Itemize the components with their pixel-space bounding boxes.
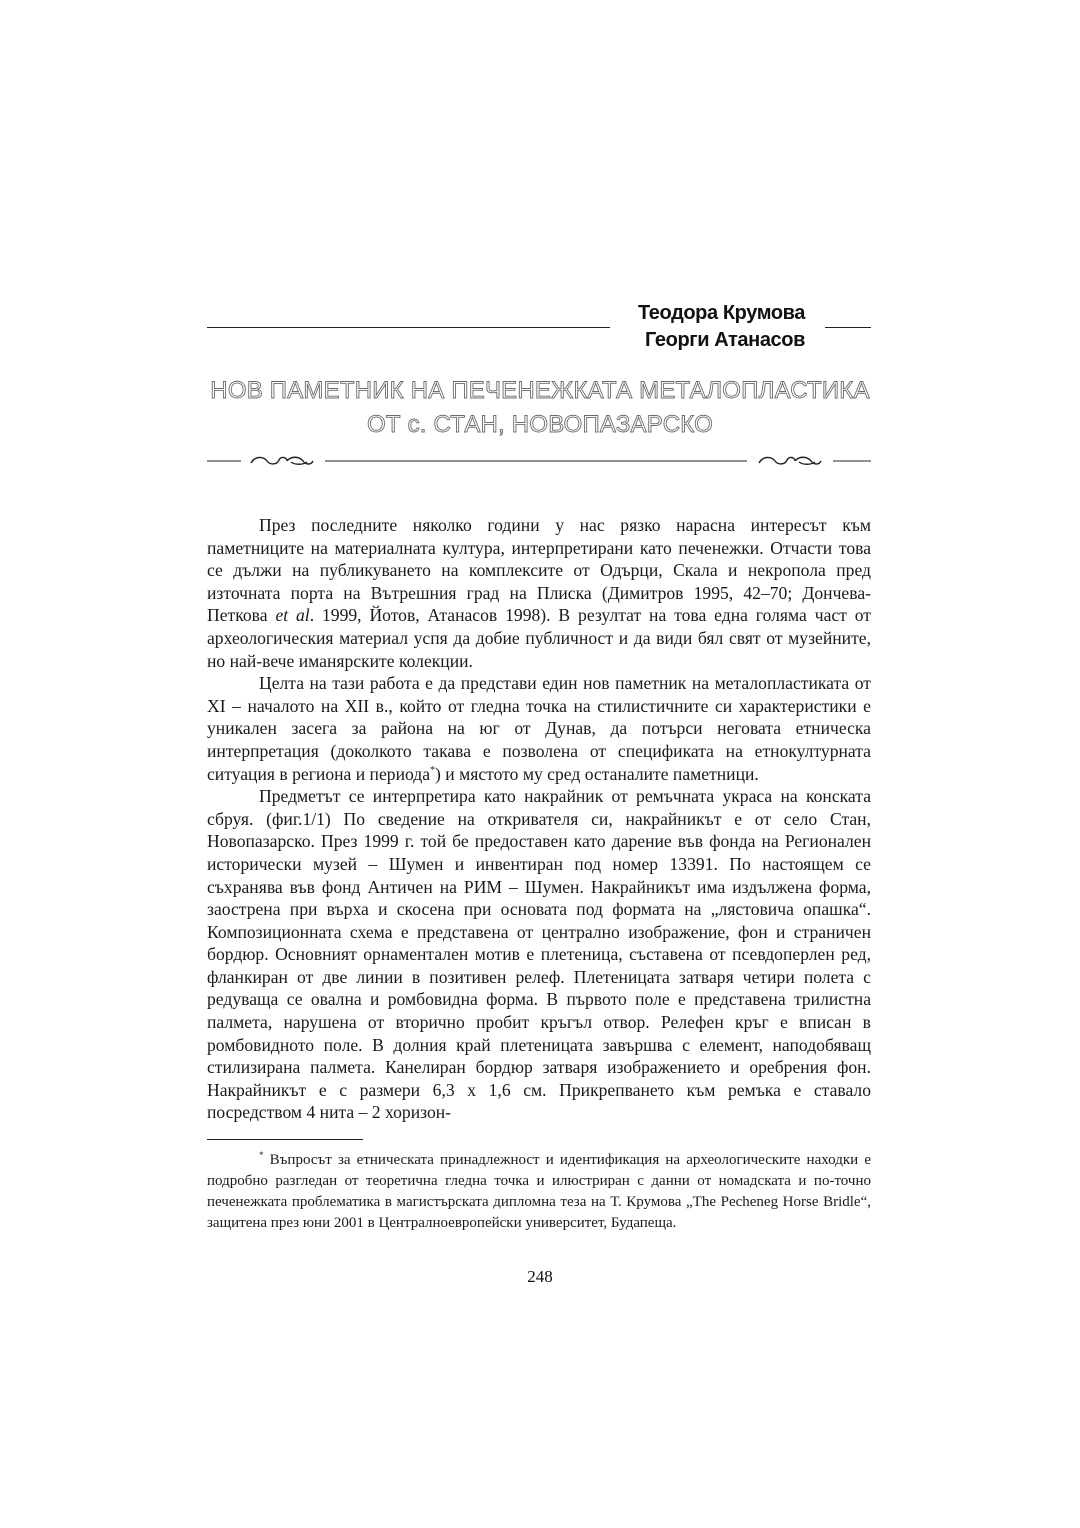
footnote-text: Въпросът за етническата принадлежност и идентификация на археологическите находки е подробно разгледан от теоретична гледна точка и илюстриран с данни от номадската и по-точно печенежката проблематика в магистърската дипломна теза на Т. Крумова „The Pecheneg Horse Bridle“, защитена през юни 2001 в Централноевропейски университет, Будапеща. [207, 1152, 871, 1231]
body-paragraph: Целта на тази работа е да представи един нов паметник на металопластиката от XI – началото на XII в., който от гледна точка на стилистичните си характеристики е уникален засега за района на юг от Дунав, да потърси неговата етническа интерпретация (доколкото такава е позволена от спецификата на етнокултурната ситуация в региона и периода*) и мястото му сред останалите паметници. [207, 673, 871, 784]
author-name: Теодора Крумова [637, 302, 805, 324]
header-rule-right [825, 327, 871, 328]
author-name: Георги Атанасов [645, 329, 805, 351]
page-number: 248 [527, 1267, 553, 1286]
footnote-rule [207, 1139, 363, 1140]
article-body [207, 514, 871, 1124]
title-ornament-divider [207, 453, 871, 469]
header-rule-left [207, 327, 610, 328]
article-title [190, 374, 890, 442]
flourish-ornament-icon [207, 453, 871, 469]
body-paragraph: През последните няколко години у нас рязко нарасна интересът към паметниците на материалната култура, интерпретирани като печенежки. Отчасти това се дължи на публикуването на комплексите от Одърци, Скала и некропола пред източната порта на Вътрешния град на Плиска (Димитров 1995, 42–70; Дончева-Петкова et al. 1999, Йотов, Атанасов 1998). В резултат на това една голяма част от археологическия материал успя да добие публичност и да види бял свят от музейните, но най-вече иманярските колекции. [207, 515, 871, 671]
footnote [207, 1150, 871, 1234]
title-line: НОВ ПАМЕТНИК НА ПЕЧЕНЕЖКАТА МЕТАЛОПЛАСТИКА [210, 377, 870, 404]
author-block [0, 298, 1080, 358]
body-paragraph: Предметът се интерпретира като накрайник от ремъчната украса на конската сбруя. (фиг.1/1) По сведение на откривателя си, накрайникът е от село Стан, Новопазарско. През 1999 г. той бе предоставен като дарение във фонда на Регионален исторически музей – Шумен и инвентиран под номер 13391. По настоящем се съхранява във фонд Античен на РИМ – Шумен. Накрайникът има издължена форма, заострена при върха и скосена при основата под формата на „лястовича опашка“. Композиционната схема е представена от централно изображение, фон и страничен бордюр. Основният орнаментален мотив е плетеница, съставена от псевдоперлен ред, фланкиран от две линии в позитивен релеф. Плетеницата затваря четири полета с редуваща се овална и ромбовидна форма. В първото поле е представена трилистна палмета, нарушена от вторично пробит кръгъл отвор. Релефен кръг е вписан в ромбовидното поле. В долния край плетеницата завършва с елемент, наподобяващ стилизирана палмета. Канелиран бордюр затваря изображението и оребрения фон. Накрайникът е с размери 6,3 х 1,6 см. Прикрепването към ремъка е ставало посредством 4 нита – 2 хоризон- [207, 786, 871, 1123]
title-line: ОТ с. СТАН, НОВОПАЗАРСКО [366, 411, 714, 438]
footnote-mark: * [259, 1150, 264, 1160]
footnote-reference[interactable]: * [430, 764, 436, 776]
